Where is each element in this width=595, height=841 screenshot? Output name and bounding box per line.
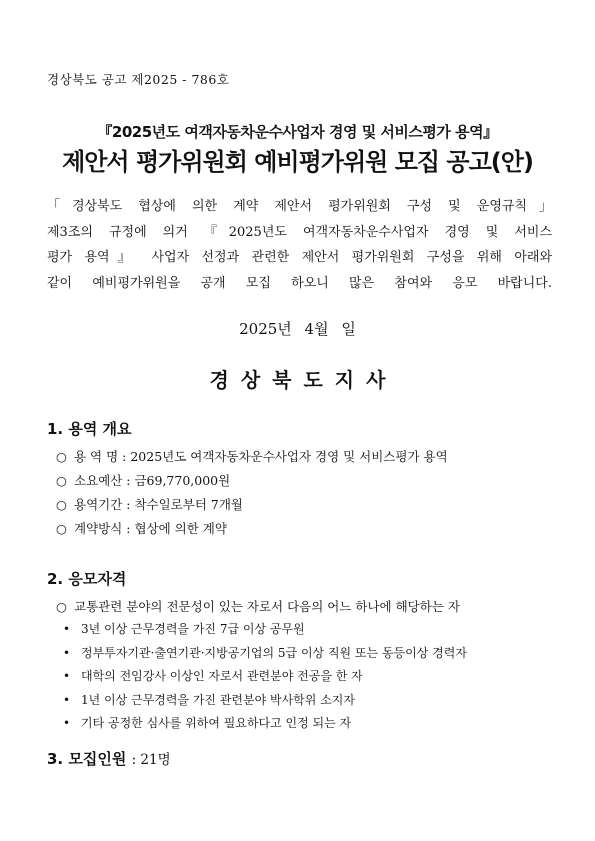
list-item bbox=[63, 643, 467, 667]
dot-bullet-icon: • bbox=[63, 716, 71, 730]
circle-bullet-icon: ○ bbox=[56, 497, 67, 512]
list-item-text: 대학의 전임강사 이상인 자로서 관련분야 전공을 한 자 bbox=[81, 669, 363, 683]
section-heading-eligibility: 2. 응모자격 bbox=[47, 570, 127, 588]
overview-list bbox=[56, 447, 448, 543]
list-item bbox=[56, 597, 460, 619]
list-item bbox=[63, 713, 467, 737]
list-item-text: 계약방식 : 협상에 의한 계약 bbox=[74, 521, 227, 536]
governor-signature: 경상북도지사 bbox=[209, 368, 398, 392]
circle-bullet-icon: ○ bbox=[56, 449, 67, 464]
list-item bbox=[63, 690, 467, 714]
list-item bbox=[63, 619, 467, 643]
body-line: 제3조의 규정에 의거 『2025년도 여객자동차운수사업자 경영 및 서비스 bbox=[47, 224, 552, 240]
section-heading-recruitment bbox=[47, 748, 171, 769]
list-item bbox=[56, 471, 448, 495]
announcement-date: 2025년 4월 일 bbox=[239, 320, 356, 338]
list-item-text: 1년 이상 근무경력을 가진 관련분야 박사학위 소지자 bbox=[81, 692, 355, 707]
list-item-text: 교통관련 분야의 전문성이 있는 자로서 다음의 어느 하나에 해당하는 자 bbox=[74, 599, 460, 614]
dot-bullet-icon: • bbox=[63, 645, 71, 660]
body-line: 같이 예비평가위원을 공개 모집 하오니 많은 참여와 응모 바랍니다. bbox=[47, 275, 552, 291]
list-item-text: 기타 공정한 심사를 위하여 필요하다고 인정 되는 자 bbox=[81, 716, 352, 730]
recruitment-count: : 21명 bbox=[131, 752, 171, 768]
list-item-text: 정부투자기관·출연기관·지방공기업의 5급 이상 직원 또는 동등이상 경력자 bbox=[81, 645, 467, 660]
list-item-text: 용 역 명 : 2025년도 여객자동차운수사업자 경영 및 서비스평가 용역 bbox=[74, 449, 448, 464]
list-item bbox=[63, 666, 467, 690]
eligibility-intro-list bbox=[56, 597, 460, 619]
notice-number: 경상북도 공고 제2025 - 786호 bbox=[47, 72, 230, 87]
eligibility-criteria-list bbox=[63, 619, 467, 737]
list-item bbox=[56, 447, 448, 471]
list-item bbox=[56, 519, 448, 543]
list-item-text: 3년 이상 근무경력을 가진 7급 이상 공무원 bbox=[81, 622, 305, 636]
title-line-2: 제안서 평가위원회 예비평가위원 모집 공고(안) bbox=[62, 148, 533, 176]
body-paragraph bbox=[47, 194, 552, 296]
section-heading-overview: 1. 용역 개요 bbox=[47, 420, 132, 438]
dot-bullet-icon: • bbox=[63, 692, 71, 707]
dot-bullet-icon: • bbox=[63, 622, 71, 636]
section-heading-text: 3. 모집인원 bbox=[47, 750, 127, 768]
body-line: 평가 용역』 사업자 선정과 관련한 제안서 평가위원회 구성을 위해 아래와 bbox=[47, 250, 552, 265]
list-item bbox=[56, 495, 448, 519]
dot-bullet-icon: • bbox=[63, 669, 71, 683]
list-item-text: 소요예산 : 금69,770,000원 bbox=[74, 473, 231, 488]
list-item-text: 용역기간 : 착수일로부터 7개월 bbox=[74, 497, 243, 512]
circle-bullet-icon: ○ bbox=[56, 473, 67, 488]
circle-bullet-icon: ○ bbox=[56, 599, 67, 614]
circle-bullet-icon: ○ bbox=[56, 521, 67, 536]
body-line: 「경상북도 협상에 의한 계약 제안서 평가위원회 구성 및 운영규칙」 bbox=[47, 199, 552, 214]
title-line-1: 『2025년도 여객자동차운수사업자 경영 및 서비스평가 용역』 bbox=[97, 123, 498, 141]
